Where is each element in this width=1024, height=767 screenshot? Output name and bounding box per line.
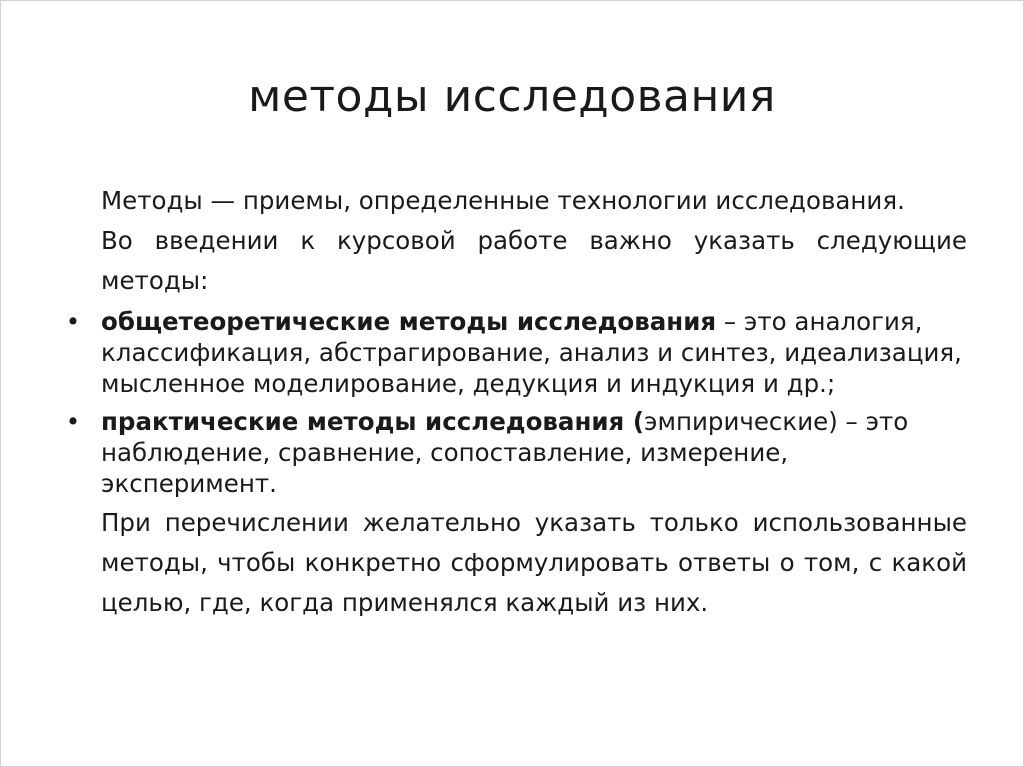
bullet-item-theoretical xyxy=(65,306,967,399)
bullet-marker: • xyxy=(65,307,81,336)
slide-title: методы исследования xyxy=(248,71,776,122)
bullet-heading-theoretical: общетеоретические методы исследования xyxy=(101,307,717,336)
bullet-heading-practical: практические методы исследования ( xyxy=(101,407,645,436)
bullet-item-practical xyxy=(65,406,967,499)
bullet-marker: • xyxy=(65,407,81,436)
intro-line-1: Методы — приемы, определенные технологии исследования. xyxy=(101,186,905,215)
bullet-text-theoretical: – это аналогия, классификация, абстрагирование, анализ и синтез, идеализация, мысленное моделирование, дедукция и индукция и др.; xyxy=(101,307,962,398)
slide-body xyxy=(65,181,967,623)
closing-paragraph: При перечислении желательно указать только использованные методы, чтобы конкретно сформулировать ответы о том, с какой целью, где, когда применялся каждый из них. xyxy=(101,508,967,617)
intro-line-2: Во введении к курсовой работе важно указать следующие методы: xyxy=(101,226,967,295)
bullet-text-practical: эмпирические) – это наблюдение, сравнение, сопоставление, измерение, эксперимент. xyxy=(101,407,909,498)
